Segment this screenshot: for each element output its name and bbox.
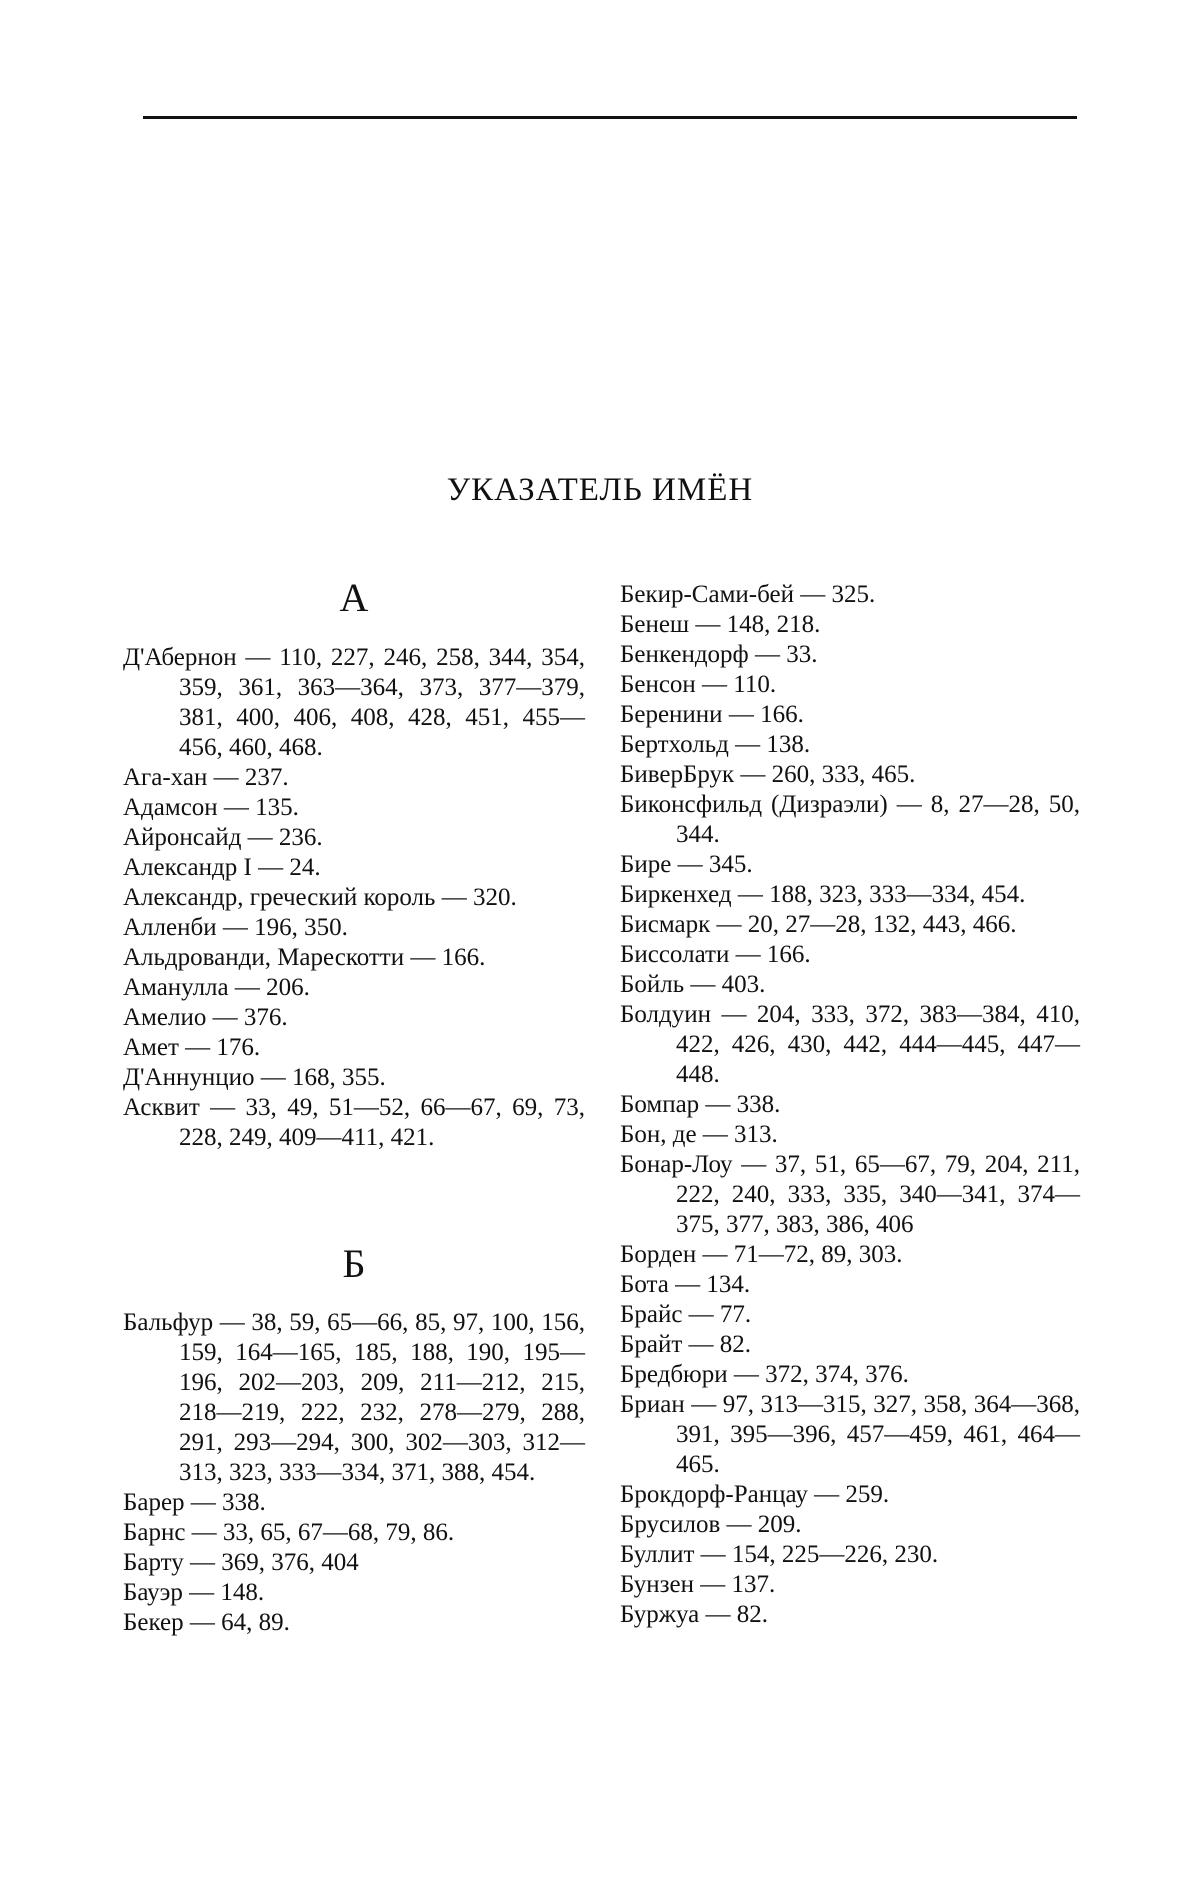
index-entry: Буллит — 154, 225—226, 230. <box>620 1541 939 1568</box>
index-entry: Алленби — 196, 350. <box>123 914 348 941</box>
index-entry: Александр I — 24. <box>123 854 321 881</box>
index-entry: Аманулла — 206. <box>123 974 310 1001</box>
index-entry: Брокдорф-Ранцау — 259. <box>620 1481 890 1508</box>
index-entry: Бисмарк — 20, 27—28, 132, 443, 466. <box>620 911 1017 938</box>
entries-b <box>123 1308 585 1638</box>
index-entry: Биконсфильд (Дизраэли) — 8, 27—28, 50, 344. <box>620 791 1080 848</box>
index-entry: Барер — 338. <box>123 1489 266 1516</box>
index-entry: Болдуин — 204, 333, 372, 383—384, 410, 422, 426, 430, 442, 444—445, 447—448. <box>620 1001 1080 1088</box>
index-entry: Адамсон — 135. <box>123 794 299 821</box>
index-entry: Бенсон — 110. <box>620 671 777 698</box>
index-entry: Альдрованди, Марескотти — 166. <box>123 944 486 971</box>
index-entry: Бире — 345. <box>620 851 753 878</box>
index-entry: БиверБрук — 260, 333, 465. <box>620 761 916 788</box>
index-entry: Александр, греческий король — 320. <box>123 884 517 911</box>
index-entry: Борден — 71—72, 89, 303. <box>620 1241 903 1268</box>
index-entry: Биркенхед — 188, 323, 333—334, 454. <box>620 881 1026 908</box>
index-entry: Бекер — 64, 89. <box>123 1609 290 1636</box>
index-entry: Биссолати — 166. <box>620 941 811 968</box>
index-entry: Д'Аннунцио — 168, 355. <box>123 1064 386 1091</box>
index-entry: Амет — 176. <box>123 1034 261 1061</box>
index-entry: Бенкендорф — 33. <box>620 641 818 668</box>
index-entry: Беренини — 166. <box>620 701 804 728</box>
index-entry: Брайс — 77. <box>620 1301 752 1328</box>
index-entry: Бауэр — 148. <box>123 1579 265 1606</box>
entries-a <box>123 643 585 1153</box>
entries-b-continued <box>620 580 1080 1630</box>
index-entry: Бекир-Сами-бей — 325. <box>620 581 876 608</box>
index-entry: Асквит — 33, 49, 51—52, 66—67, 69, 73, 228, 249, 409—411, 421. <box>123 1094 585 1151</box>
index-entry: Барнс — 33, 65, 67—68, 79, 86. <box>123 1519 455 1546</box>
index-entry: Бота — 134. <box>620 1271 751 1298</box>
index-entry: Барту — 369, 376, 404 <box>123 1549 359 1576</box>
index-entry: Амелио — 376. <box>123 1004 288 1031</box>
index-entry: Бертхольд — 138. <box>620 731 811 758</box>
index-entry: Бонар-Лоу — 37, 51, 65—67, 79, 204, 211, 222, 240, 333, 335, 340—341, 374—375, 377, 383, 386, 406 <box>620 1151 1080 1238</box>
top-rule <box>143 116 1077 119</box>
index-entry: Бенеш — 148, 218. <box>620 611 821 638</box>
index-entry: Д'Абернон — 110, 227, 246, 258, 344, 354, 359, 361, 363—364, 373, 377—379, 381, 400, 406, 408, 428, 451, 455—456, 460, 468. <box>123 644 585 761</box>
page-title: УКАЗАТЕЛЬ ИМЁН <box>446 472 754 508</box>
index-entry: Брайт — 82. <box>620 1331 752 1358</box>
index-entry: Бунзен — 137. <box>620 1571 776 1598</box>
section-letter-b: Б <box>342 1241 366 1286</box>
index-entry: Бриан — 97, 313—315, 327, 358, 364—368, 391, 395—396, 457—459, 461, 464—465. <box>620 1391 1080 1478</box>
index-entry: Буржуа — 82. <box>620 1601 769 1628</box>
index-entry: Бальфур — 38, 59, 65—66, 85, 97, 100, 156, 159, 164—165, 185, 188, 190, 195—196, 202—203, 209, 211—212, 215, 218—219, 222, 232, 278—279, 288, 291, 293—294, 300, 302—303, 312—313, 323, 333—334, 371, 388, 454. <box>123 1309 585 1486</box>
index-entry: Бон, де — 313. <box>620 1121 778 1148</box>
index-entry: Брусилов — 209. <box>620 1511 802 1538</box>
index-entry: Бомпар — 338. <box>620 1091 781 1118</box>
index-entry: Бойль — 403. <box>620 971 766 998</box>
index-entry: Айронсайд — 236. <box>123 824 323 851</box>
section-letter-a: А <box>339 575 369 620</box>
index-entry: Ага-хан — 237. <box>123 764 289 791</box>
index-entry: Бредбюри — 372, 374, 376. <box>620 1361 909 1388</box>
